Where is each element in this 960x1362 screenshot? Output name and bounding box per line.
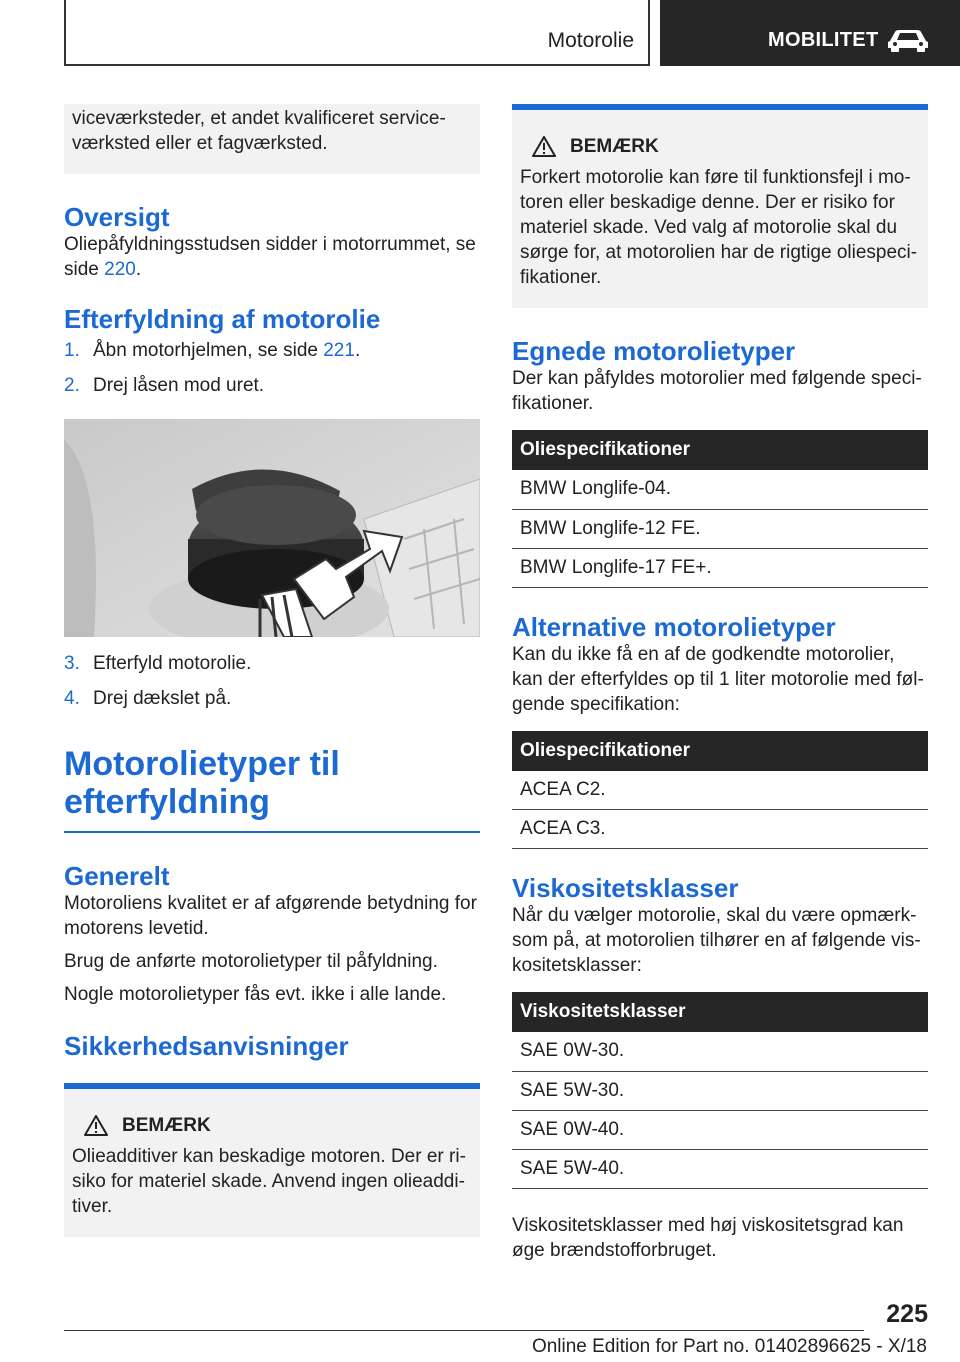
oversigt-text-before: Oliepåfyldningsstudsen sidder i motorrummet, se side (64, 234, 476, 280)
note-text: Forkert motorolie kan føre til funktionsfejl i mo-toren eller beskadige denne. Der er risiko for materiel skade. Ved valg af motorolie skal du sørge for, at motorolien har de rigtige oliespeci-fikationer. (520, 167, 918, 288)
heading-viskositet: Viskositetsklasser (512, 873, 739, 903)
car-icon (884, 27, 932, 53)
heading-egnede: Egnede motorolietyper (512, 336, 796, 366)
table-cell: SAE 5W-40. (512, 1149, 928, 1188)
warning-note-right (512, 104, 928, 308)
right-column (512, 104, 928, 1263)
header-section-box (64, 0, 650, 66)
main-heading-line1: Motorolietyper til (64, 745, 340, 783)
heading-generelt: Generelt (64, 861, 170, 891)
heading-efterfyldning: Efterfyldning af motorolie (64, 304, 381, 334)
step-text-after: . (354, 340, 361, 361)
warning-note-left (64, 1083, 480, 1237)
continued-note (64, 104, 480, 174)
page-number: 225 (886, 1300, 928, 1328)
heading-sikkerhed: Sikkerhedsanvisninger (64, 1031, 349, 1061)
step-number: 1. (64, 340, 80, 361)
table-row (512, 509, 928, 548)
note-header (72, 1113, 472, 1138)
table-row (512, 771, 928, 810)
warning-icon (532, 136, 556, 157)
step-number: 4. (64, 688, 80, 709)
list-item (64, 686, 480, 711)
list-item (64, 373, 480, 398)
generelt-p3: Nogle motorolietyper fås evt. ikke i alle lande. (64, 984, 447, 1005)
alternative-text: Kan du ikke få en af de godkendte motorolier, kan der efterfyldes op til 1 liter motorolie med føl-gende specifikation: (512, 643, 924, 715)
spec-table-egnede (512, 430, 928, 588)
header-chapter-box (660, 0, 960, 66)
oil-cap-illustration (64, 419, 480, 637)
table-row (512, 470, 928, 509)
table-cell: BMW Longlife-17 FE+. (512, 548, 928, 587)
step-number: 2. (64, 375, 80, 396)
page-link-220[interactable]: 220 (104, 259, 136, 280)
table-row (512, 548, 928, 587)
heading-alternative: Alternative motorolietyper (512, 611, 836, 642)
note-text: Olieadditiver kan beskadige motoren. Der er ri-siko for materiel skade. Anvend ingen olieaddi-tiver. (72, 1146, 466, 1217)
warning-icon (84, 1115, 108, 1136)
viskositet-footer-text: Viskositetsklasser med høj viskositetsgrad kan øge brændstofforbruget. (512, 1214, 904, 1261)
oversigt-text-after: . (135, 259, 142, 280)
table-cell: SAE 5W-30. (512, 1071, 928, 1110)
continued-note-text: viceværksteder, et andet kvalificeret service-værksted eller et fagværksted. (72, 108, 446, 154)
table-row (512, 1110, 928, 1149)
viskositet-text: Når du vælger motorolie, skal du være opmærk-som på, at motorolien tilhører en af følgende vis-kositetsklasser: (512, 905, 921, 976)
chapter-label: MOBILITET (768, 29, 879, 51)
table-cell: SAE 0W-30. (512, 1032, 928, 1071)
table-row (512, 810, 928, 849)
page-header (0, 0, 960, 66)
table-header: Oliespecifikationer (512, 430, 928, 470)
table-cell: ACEA C2. (512, 771, 928, 810)
edition-text: Online Edition for Part no. 01402896625 - X/18 (531, 1336, 927, 1357)
section-title: Motorolie (547, 29, 634, 52)
page-link-221[interactable]: 221 (323, 340, 355, 361)
table-cell: SAE 0W-40. (512, 1110, 928, 1149)
step-text: Efterfyld motorolie. (93, 653, 252, 674)
step-text: Drej dækslet på. (93, 688, 232, 709)
note-title: BEMÆRK (570, 136, 659, 157)
footer-divider (64, 1330, 864, 1331)
oversigt-text (64, 232, 480, 282)
note-title: BEMÆRK (122, 1115, 211, 1136)
table-header: Viskositetsklasser (512, 992, 928, 1032)
steps-list-b (64, 651, 480, 711)
oil-cap-photo (64, 419, 480, 637)
list-item (64, 651, 480, 676)
spec-table-viskositet (512, 992, 928, 1189)
table-row (512, 1071, 928, 1110)
spec-table-alternative (512, 731, 928, 850)
table-row (512, 1032, 928, 1071)
table-cell: BMW Longlife-04. (512, 470, 928, 509)
step-text: Drej låsen mod uret. (93, 375, 265, 396)
table-cell: ACEA C3. (512, 810, 928, 849)
main-heading-line2: efterfyldning (64, 783, 270, 821)
table-row (512, 1149, 928, 1188)
heading-oversigt: Oversigt (64, 202, 170, 232)
step-number: 3. (64, 653, 80, 674)
generelt-p2: Brug de anførte motorolietyper til påfyldning. (64, 951, 438, 972)
left-column (64, 104, 480, 1237)
table-header: Oliespecifikationer (512, 731, 928, 771)
table-cell: BMW Longlife-12 FE. (512, 509, 928, 548)
main-heading (64, 745, 480, 821)
list-item (64, 338, 480, 363)
heading-divider (64, 831, 480, 833)
steps-list-a (64, 338, 480, 398)
generelt-p1: Motoroliens kvalitet er af afgørende betydning for motorens levetid. (64, 893, 477, 939)
note-header (520, 134, 920, 159)
step-text: Åbn motorhjelmen, se side (93, 340, 324, 361)
egnede-text: Der kan påfyldes motorolier med følgende speci-fikationer. (512, 368, 922, 414)
